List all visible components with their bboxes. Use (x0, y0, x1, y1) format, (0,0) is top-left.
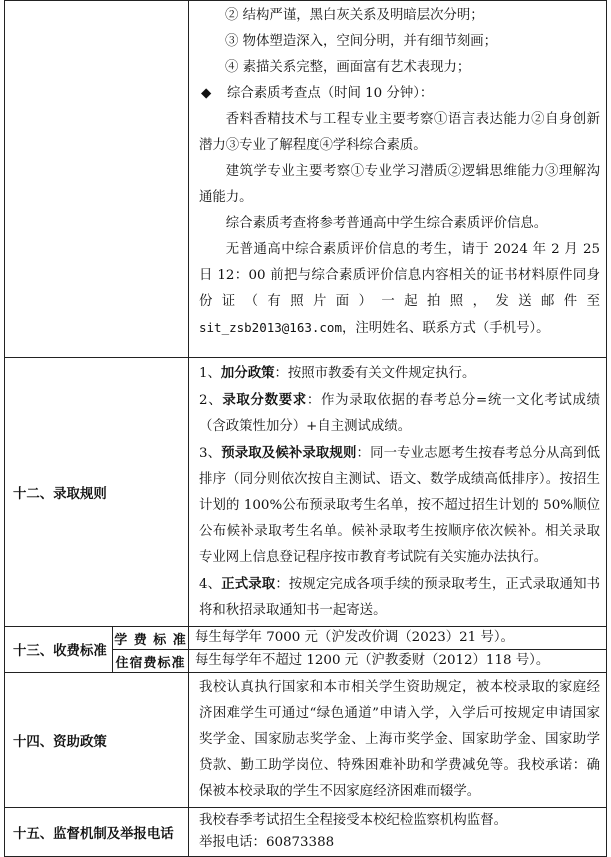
financial-aid-cell (189, 673, 607, 808)
criterion-3: ③ 物体塑造深入，空间分明，并有细节刻画； (225, 34, 498, 49)
criterion-4: ④ 素描关系完整，画面富有艺术表现力； (225, 60, 471, 75)
rule-3: 3、预录取及候补录取规则：同一专业志愿考生按春考总分从高到低排序（同分则依次按自主测试、语文、数学成绩高低排序）。按招生计划的 100%公布预录取考生名单，按不超过招生计划的 50%顺位公布候补录取考生名单。候补录取考生按顺序依次候补。相关录取专业网上信息登记程序按市教育考试院有关实施办法执行。 (199, 445, 601, 565)
hotline-line (199, 832, 600, 854)
lodging-cell (189, 650, 607, 673)
section-14-header: 十四、资助政策 (5, 673, 189, 808)
fragrance-paragraph: 香料香精技术与工程专业主要考察①语言表达能力②自身创新潜力③专业了解程度④学科综合素质。 (199, 112, 600, 153)
no-info-text-2: ，注明姓名、联系方式（手机号）。 (342, 321, 550, 336)
table-row-admission-rules (5, 358, 607, 627)
bullet-heading: 综合素质考查点（时间 10 分钟）： (227, 86, 434, 101)
lodging-label: 住宿费标准 (113, 650, 189, 673)
admission-table (4, 0, 607, 857)
section-15-header: 十五、监督机制及举报电话 (5, 808, 189, 857)
rule-4: 4、正式录取：按规定完成各项手续的预录取考生，正式录取通知书将和秋招录取通知书一起寄送。 (199, 576, 601, 618)
hotline-number: 60873388 (265, 835, 335, 850)
rule-1: 1、加分政策：按照市教委有关文件规定执行。 (199, 365, 476, 381)
table-row-financial-aid (5, 673, 607, 808)
rule-2: 2、录取分数要求：作为录取依据的春考总分=统一文化考试成绩（含政策性加分）+自主测试成绩。 (199, 392, 601, 434)
rule-4-title: 正式录取 (221, 576, 276, 592)
architecture-paragraph: 建筑学专业主要考察①专业学习潜质②逻辑思维能力③理解沟通能力。 (199, 164, 600, 205)
lodging-text: 每生每学年不超过 1200 元（沪教委财（2012）118 号）。 (195, 653, 550, 668)
empty-header-cell (5, 1, 189, 358)
bullet-heading-line (199, 81, 600, 107)
diamond-bullet-icon: ◆ (201, 86, 212, 101)
supervision-cell (189, 808, 607, 857)
section-13-header: 十三、收费标准 (5, 627, 113, 673)
hotline-label: 举报电话： (199, 835, 266, 850)
rule-3-title: 预录取及候补录取规则 (221, 445, 357, 461)
tuition-cell (189, 627, 607, 650)
table-row-assessment-continuation (5, 1, 607, 358)
table-row-tuition (5, 627, 607, 650)
assessment-content-cell (189, 1, 607, 358)
criterion-2: ② 结构严谨，黑白灰关系及明暗层次分明； (225, 8, 484, 23)
rule-2-title: 录取分数要求 (222, 392, 307, 408)
email-address: sit_zsb2013@163.com (199, 320, 342, 335)
supervision-text: 我校春季考试招生全程接受本校纪检监察机构监督。 (199, 813, 507, 828)
no-info-text-1: 无普通高中综合素质评价信息的考生，请于 2024 年 2 月 25 日 12：00 前把与综合素质评价信息内容相关的证书材料原件同身份证（有照片面）一起拍照，发送邮件至 (199, 242, 600, 309)
admission-rules-cell (189, 358, 607, 627)
tuition-text: 每生每学年 7000 元（沪发改价调（2023）21 号）。 (195, 630, 514, 645)
table-row-supervision (5, 808, 607, 857)
section-12-header: 十二、录取规则 (5, 358, 189, 627)
tuition-label: 学 费 标 准 (113, 627, 189, 650)
rule-1-title: 加分政策 (220, 365, 275, 381)
no-info-paragraph (199, 237, 600, 342)
financial-aid-text: 我校认真执行国家和本市相关学生资助规定，被本校录取的家庭经济困难学生可通过“绿色通道”申请入学，入学后可按规定申请国家奖学金、国家励志奖学金、上海市奖学金、国家助学金、国家助学贷款、勤工助学岗位、特殊困难补助和学费减免等。我校承诺：确保被本校录取的学生不因家庭经济困难而辍学。 (199, 680, 600, 799)
reference-paragraph: 综合素质考查将参考普通高中学生综合素质评价信息。 (225, 216, 548, 231)
